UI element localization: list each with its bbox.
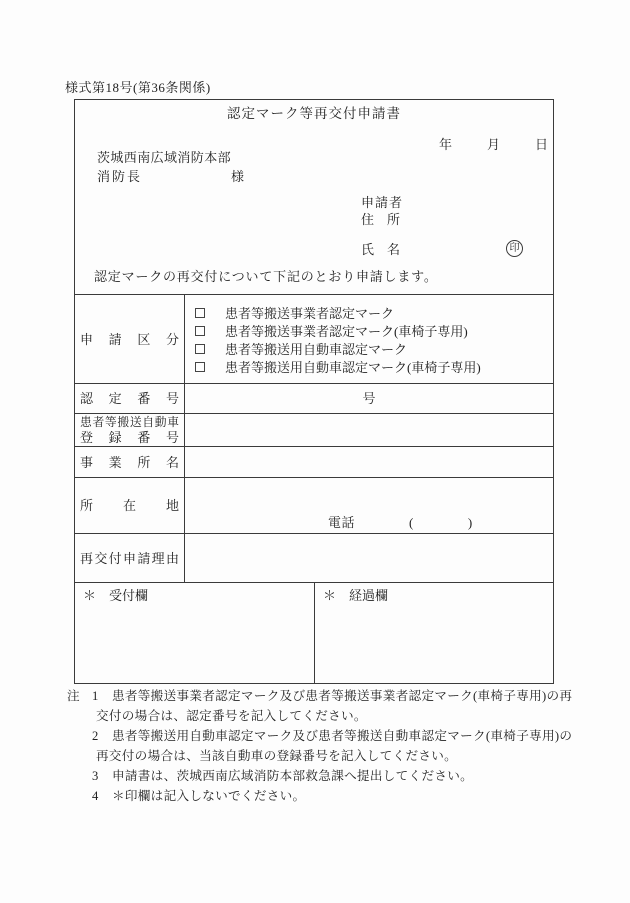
addressee-organization: 茨城西南広域消防本部: [97, 150, 232, 165]
note-number: 4: [92, 789, 99, 803]
reissue-reason-label-cell: [75, 534, 185, 582]
note-number: 2: [92, 729, 99, 743]
certification-number-field: [185, 384, 553, 413]
vehicle-registration-field: [185, 414, 553, 446]
spacer: [67, 786, 92, 806]
row-office-use-boxes: [75, 582, 553, 683]
notes-prefix: 注: [67, 689, 80, 703]
date-year-label: 年: [438, 137, 452, 152]
addressee-honorific: 様: [231, 169, 247, 184]
vehicle-registration-label-line1: 患者等搬送自動車: [80, 415, 179, 429]
application-category-options: [185, 295, 553, 383]
application-category-label-cell: [75, 295, 185, 383]
office-name-field: [185, 447, 553, 477]
location-field: [185, 478, 553, 533]
application-statement: 認定マークの再交付について下記のとおり申請します。: [94, 269, 438, 284]
checkbox-vehicle-mark-wheelchair[interactable]: [195, 362, 205, 372]
form-title: 認定マーク等再交付申請書: [227, 106, 401, 121]
spacer: [67, 726, 92, 746]
progress-box: [315, 583, 553, 683]
certification-number-label: 認定番号: [80, 391, 179, 406]
date-line: [439, 138, 548, 151]
row-location: [75, 477, 553, 533]
checkbox-business-mark[interactable]: [195, 308, 205, 318]
option-label: 患者等搬送事業者認定マーク: [225, 305, 395, 321]
addressee-title: 消防長: [97, 169, 143, 184]
checkbox-business-mark-wheelchair[interactable]: [195, 326, 205, 336]
location-label-cell: [75, 478, 185, 533]
certification-number-label-cell: [75, 384, 185, 413]
option-business-mark-wheelchair: [195, 322, 553, 340]
date-day-label: 日: [534, 137, 548, 152]
office-name-label: 事業所名: [80, 454, 179, 470]
spacer: [67, 766, 92, 786]
note-item-1: [0, 686, 630, 706]
notes-section: [0, 686, 630, 806]
row-application-category: [75, 294, 553, 383]
row-reissue-reason: [75, 533, 553, 582]
note-item-3: [0, 766, 630, 786]
seal-stamp-character: 印: [509, 242, 520, 254]
addressee-line: [97, 170, 317, 183]
reissue-reason-label: 再交付申請理由: [80, 550, 179, 566]
application-category-label: 申請区分: [80, 331, 179, 347]
reception-box-label: ＊ 受付欄: [83, 588, 149, 603]
applicant-name-label: 氏 名: [361, 242, 401, 257]
option-business-mark: [195, 304, 553, 322]
form-number: 様式第18号(第36条関係): [65, 80, 211, 95]
progress-box-label: ＊ 経過欄: [323, 588, 389, 603]
option-vehicle-mark: [195, 340, 553, 358]
certification-number-unit: 号: [362, 391, 376, 406]
row-certification-number: [75, 383, 553, 413]
phone-label: 電話 ( ): [328, 515, 473, 530]
seal-stamp-icon: [506, 240, 523, 257]
note-number: 3: [92, 769, 99, 783]
date-month-label: 月: [486, 137, 500, 152]
location-label: 所在地: [80, 498, 179, 513]
note-text: ＊印欄は記入しないでください。: [112, 789, 306, 803]
note-text: 患者等搬送用自動車認定マーク及び患者等搬送自動車認定マーク(車椅子専用)の: [112, 729, 573, 743]
note-item-4: [0, 786, 630, 806]
reissue-reason-field: [185, 534, 553, 582]
option-label: 患者等搬送用自動車認定マーク: [225, 341, 408, 357]
note-number: 1: [92, 689, 99, 703]
option-label: 患者等搬送事業者認定マーク(車椅子専用): [225, 323, 468, 339]
vehicle-registration-label-line2: 登録番号: [80, 430, 179, 445]
vehicle-registration-label-cell: [75, 414, 185, 446]
office-name-label-cell: [75, 447, 185, 477]
applicant-label: 申請者: [361, 195, 404, 210]
note-text: 申請書は、茨城西南広域消防本部救急課へ提出してください。: [112, 769, 474, 783]
note-text: 患者等搬送事業者認定マーク及び患者等搬送事業者認定マーク(車椅子専用)の再: [112, 689, 573, 703]
form-box: [74, 99, 554, 684]
option-vehicle-mark-wheelchair: [195, 358, 553, 376]
row-vehicle-registration-number: [75, 413, 553, 446]
note-item-2-continuation: 再交付の場合は、当該自動車の登録番号を記入してください。: [96, 749, 458, 763]
reception-box: [75, 583, 315, 683]
note-item-2: [0, 726, 630, 746]
form-header: [75, 100, 553, 294]
note-item-1-continuation: 交付の場合は、認定番号を記入してください。: [96, 709, 367, 723]
option-label: 患者等搬送用自動車認定マーク(車椅子専用): [225, 359, 481, 375]
applicant-address-label: 住 所: [361, 212, 401, 227]
checkbox-vehicle-mark[interactable]: [195, 344, 205, 354]
row-office-name: [75, 446, 553, 477]
